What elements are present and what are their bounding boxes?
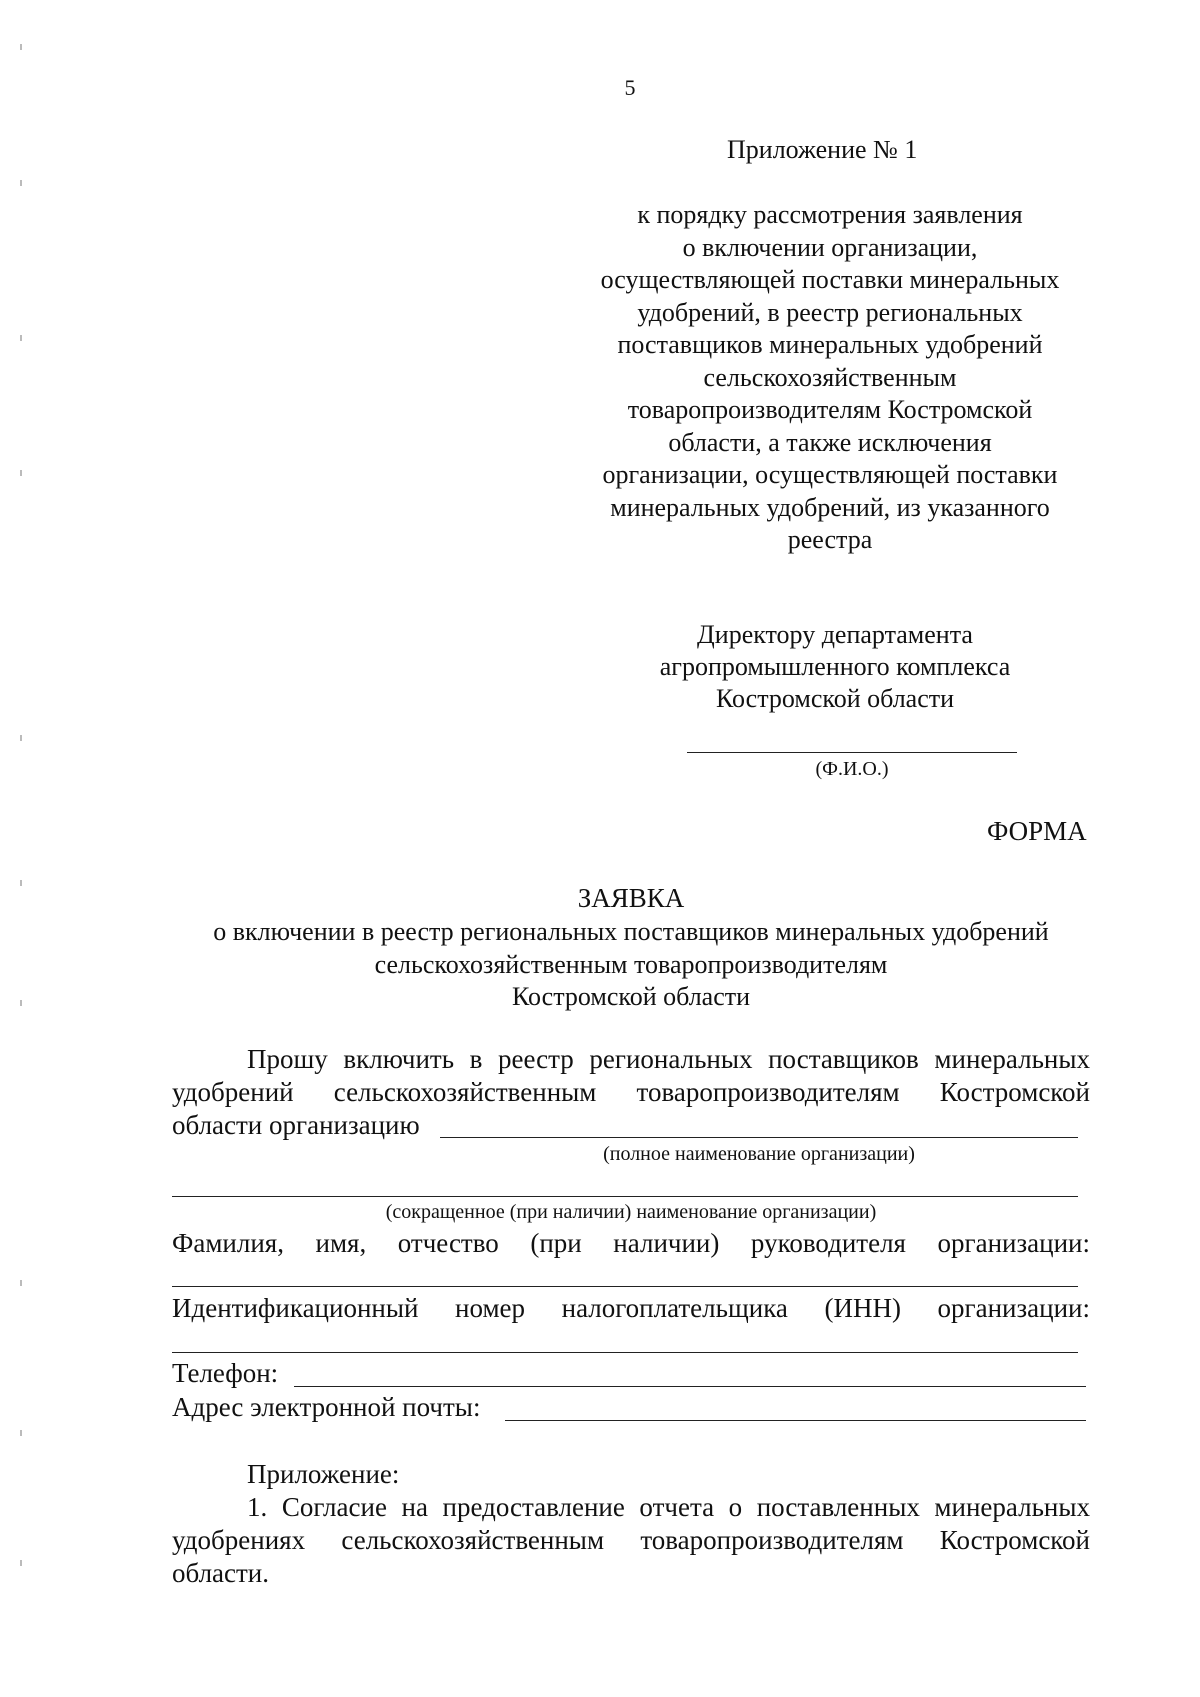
- inn-field-line: [172, 1352, 1078, 1353]
- scan-mark: [20, 1280, 22, 1286]
- head-label: Фамилия, имя, отчество (при наличии) руководителя организации:: [172, 1228, 1090, 1258]
- annex-description: [570, 199, 1090, 557]
- phone-label: Телефон:: [172, 1358, 279, 1388]
- annex-title: Приложение № 1: [727, 135, 918, 164]
- annex-line: организации, осуществляющей поставки: [602, 460, 1058, 489]
- annex-line: о включении организации,: [682, 232, 978, 262]
- phone-field-line: [294, 1386, 1086, 1387]
- scan-mark: [20, 735, 22, 741]
- fio-line: [687, 752, 1017, 753]
- page-number: 5: [624, 75, 636, 100]
- short-name-field-line: [172, 1196, 1078, 1197]
- addressee-line: Костромской области: [715, 684, 955, 713]
- annex-line: реестра: [787, 525, 873, 554]
- addressee-line: Директору департамента: [697, 620, 973, 649]
- request-subtitle: [172, 916, 1090, 1014]
- request-line: области организацию: [172, 1110, 420, 1140]
- request-title: ЗАЯВКА: [577, 883, 685, 913]
- subtitle-line: Костромской области: [511, 982, 751, 1011]
- annex-line: области, а также исключения: [668, 427, 992, 457]
- request-line: удобрений сельскохозяйственным товаропроизводителям Костромской: [172, 1077, 1090, 1107]
- addressee-line: агропромышленного комплекса: [659, 652, 1011, 681]
- subtitle-line: о включении в реестр региональных поставщиков минеральных удобрений: [213, 917, 1049, 946]
- addressee-block: [640, 619, 1030, 715]
- scan-mark: [20, 470, 22, 476]
- email-label: Адрес электронной почты:: [172, 1392, 481, 1422]
- email-field-line: [505, 1420, 1086, 1421]
- full-name-caption: (полное наименование организации): [603, 1143, 915, 1165]
- form-label: ФОРМА: [987, 816, 1087, 846]
- annex-line: минеральных удобрений, из указанного: [610, 492, 1050, 522]
- subtitle-line: сельскохозяйственным товаропроизводителям: [374, 949, 888, 979]
- short-name-caption: (сокращенное (при наличии) наименование организации): [385, 1201, 877, 1223]
- scan-mark: [20, 1430, 22, 1436]
- scan-mark: [20, 335, 22, 341]
- annex-line: к порядку рассмотрения заявления: [637, 200, 1023, 229]
- inn-label: Идентификационный номер налогоплательщика (ИНН) организации:: [172, 1293, 1090, 1323]
- scan-mark: [20, 880, 22, 886]
- annex-line: сельскохозяйственным: [703, 362, 957, 392]
- full-name-field-line: [440, 1137, 1078, 1138]
- annex-line: удобрений, в реестр региональных: [637, 297, 1023, 327]
- request-line: Прошу включить в реестр региональных поставщиков минеральных: [247, 1044, 1090, 1074]
- scan-mark: [20, 1000, 22, 1006]
- annex-line: осуществляющей поставки минеральных: [600, 265, 1060, 294]
- scan-mark: [20, 180, 22, 186]
- attachment-item-line: 1. Согласие на предоставление отчета о поставленных минеральных: [247, 1492, 1090, 1522]
- annex-line: товаропроизводителям Костромской: [627, 395, 1033, 424]
- annex-line: поставщиков минеральных удобрений: [617, 330, 1043, 359]
- attachment-item-line: удобрениях сельскохозяйственным товаропроизводителям Костромской: [172, 1525, 1090, 1555]
- attachment-title: Приложение:: [247, 1459, 400, 1489]
- attachment-item-line: области.: [172, 1558, 270, 1588]
- head-field-line: [172, 1286, 1078, 1287]
- scan-mark: [20, 1560, 22, 1566]
- fio-caption: (Ф.И.О.): [815, 758, 889, 780]
- scan-mark: [20, 44, 22, 50]
